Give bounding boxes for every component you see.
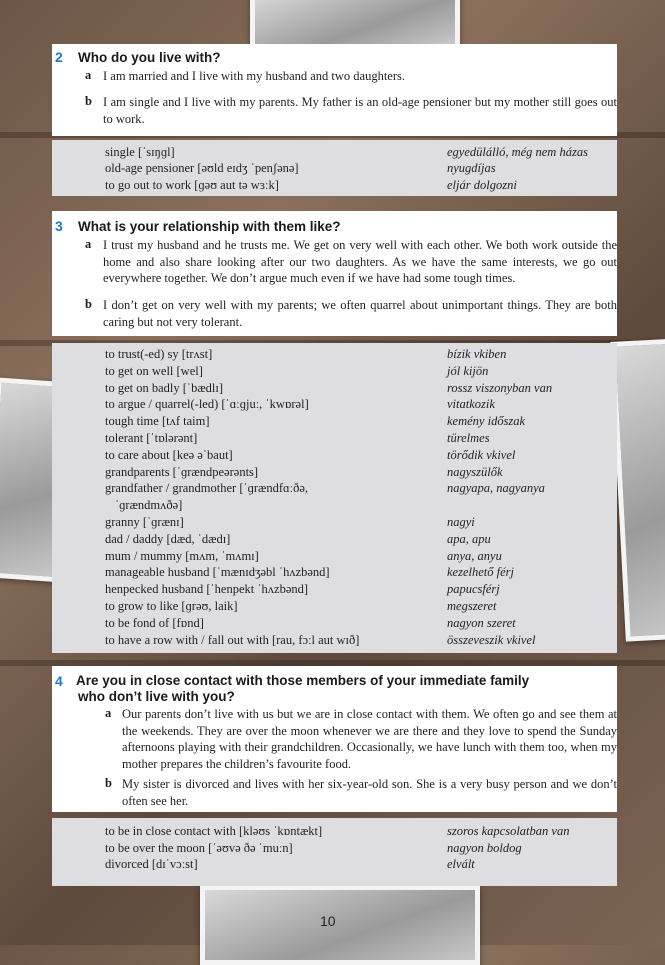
- question-title: Who do you live with?: [78, 50, 221, 65]
- vocab-translation: türelmes: [447, 431, 490, 445]
- vocab-term: grandparents [ˈɡrændpeərənts]: [105, 464, 259, 479]
- vocab-translation: nagyszülők: [447, 464, 503, 479]
- answer-text: Our parents don’t live with us but we are in close contact with them. We often go and see them at the weekends. They are over the moon whenever we are there and they love to spend the Sunday afternoons playing with their grandchildren. Occasionally, we have lunch with them too, when my mother prepares the children’s favourite food.: [122, 707, 617, 771]
- vocab-translation: vitatkozik: [447, 397, 495, 412]
- question-number: 2: [55, 49, 63, 65]
- answer-label: a: [85, 237, 92, 251]
- question-title: who don’t live with you?: [78, 689, 235, 704]
- vocab-translation: rossz viszonyban van: [447, 380, 553, 395]
- background-photo: [200, 885, 480, 965]
- vocab-term: to argue / quarrel(-led) [ˈɑːɡjuː, ˈkwɒrəl]: [105, 397, 309, 412]
- vocab-term: henpecked husband [ˈhenpekt ˈhʌzbənd]: [105, 582, 309, 597]
- answer-label: b: [105, 776, 112, 790]
- question-title: What is your relationship with them like?: [78, 219, 341, 234]
- question-number: 4: [55, 673, 63, 689]
- vocab-term: to have a row with / fall out with [rau, fɔːl aut wɪð]: [105, 632, 360, 647]
- vocab-term: to trust(-ed) sy [trʌst]: [105, 347, 213, 361]
- answer-text: I don’t get on very well with my parents; we often quarrel about unimportant things. They are both caring but not very tolerant.: [103, 298, 617, 329]
- vocab-translation: kezelhető férj: [447, 565, 514, 580]
- vocab-translation: nagyon boldog: [447, 840, 522, 855]
- vocab-term: single [ˈsɪŋɡl]: [105, 145, 175, 159]
- vocab-translation: nagyi: [447, 515, 475, 529]
- vocab-translation: apa, apu: [447, 531, 491, 546]
- vocab-translation: nagyon szeret: [447, 615, 516, 630]
- vocab-term: tough time [tʌf taim]: [105, 414, 210, 429]
- vocab-translation: kemény időszak: [447, 414, 526, 429]
- vocab-translation: eljár dolgozni: [447, 177, 517, 192]
- vocab-translation: nagyapa, nagyanya: [447, 481, 545, 496]
- vocab-term: to be in close contact with [kləʊs ˈkɒntækt]: [105, 824, 323, 838]
- vocab-term: to be fond of [fɒnd]: [105, 615, 204, 630]
- answer-label: a: [105, 706, 112, 720]
- vocab-translation: nyugdíjas: [447, 161, 496, 176]
- vocab-translation: bízik vkiben: [447, 347, 507, 361]
- vocab-translation: elvált: [447, 857, 475, 871]
- vocab-term: mum / mummy [mʌm, ˈmʌmɪ]: [105, 548, 259, 563]
- answer-text: I am married and I live with my husband and two daughters.: [103, 69, 406, 83]
- question-number: 3: [55, 218, 63, 234]
- vocab-translation: összeveszik vkivel: [447, 632, 536, 647]
- vocab-term: grandfather / grandmother [ˈɡrændfɑːðə, ˈɡrændmʌðə]: [105, 481, 308, 512]
- vocab-translation: papucsférj: [447, 582, 500, 597]
- vocab-translation: jól kijön: [447, 363, 489, 378]
- answer-label: b: [85, 297, 92, 311]
- vocab-translation: törődik vkivel: [447, 447, 516, 462]
- vocab-translation: anya, anyu: [447, 548, 502, 563]
- vocab-term: to be over the moon [ˈəʊvə ðə ˈmuːn]: [105, 840, 293, 855]
- vocab-term: manageable husband [ˈmænɪdʒəbl ˈhʌzbənd]: [105, 565, 330, 580]
- page-number: 10: [320, 913, 336, 929]
- vocab-term: to grow to like [ɡrəʊ, laik]: [105, 599, 238, 613]
- vocab-term: dad / daddy [dæd, ˈdædɪ]: [105, 531, 231, 546]
- vocab-term: to care about [keə əˈbaut]: [105, 447, 233, 462]
- answer-text: I am single and I live with my parents. My father is an old-age pensioner but my mother still goes out to work.: [103, 95, 617, 126]
- background-photo: [610, 338, 665, 641]
- vocab-term: granny [ˈɡrænɪ]: [105, 515, 184, 529]
- answer-label: b: [85, 94, 92, 108]
- vocab-term: to go out to work [ɡəʊ aut tə wɜːk]: [105, 177, 279, 192]
- answer-label: a: [85, 68, 92, 82]
- vocab-term: old-age pensioner [əʊld eɪdʒ ˈpenʃənə]: [105, 161, 299, 176]
- vocab-term: to get on well [wel]: [105, 363, 203, 378]
- vocab-term: divorced [dɪˈvɔːst]: [105, 857, 198, 871]
- question-title: Are you in close contact with those members of your immediate family: [76, 673, 530, 688]
- answer-text: I trust my husband and he trusts me. We get on very well with each other. We both work outside the home and also share looking after our two daughters. As we have the same interests, we go out everywhere together. We don’t argue much even if we have had some tough times.: [103, 238, 617, 285]
- vocab-term: tolerant [ˈtɒlərənt]: [105, 431, 198, 445]
- vocab-translation: szoros kapcsolatban van: [447, 824, 570, 838]
- vocab-term: to get on badly [ˈbædlɪ]: [105, 380, 224, 395]
- background-photo: [250, 0, 460, 50]
- vocab-translation: megszeret: [447, 599, 497, 613]
- vocab-translation: egyedülálló, még nem házas: [447, 145, 588, 159]
- answer-text: My sister is divorced and lives with her six-year-old son. She is a very busy person and we don’t often see her.: [122, 777, 617, 808]
